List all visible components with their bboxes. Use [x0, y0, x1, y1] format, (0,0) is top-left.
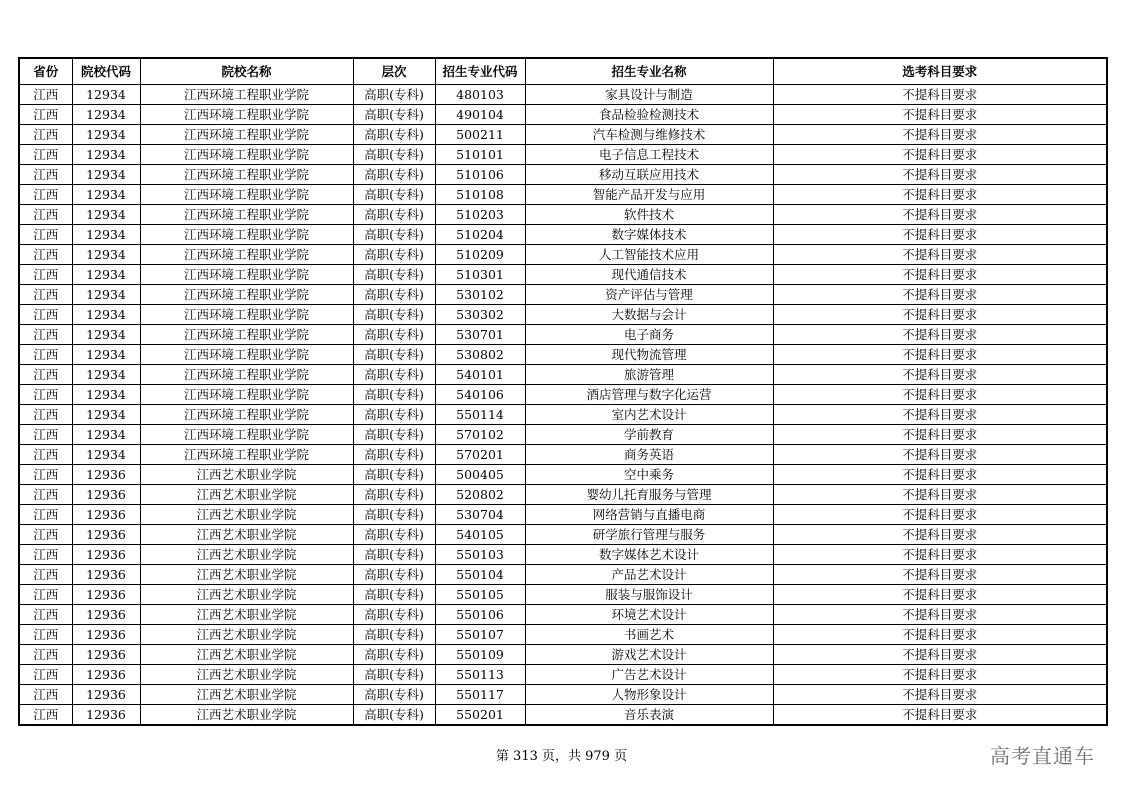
cell-major-name: 现代物流管理: [525, 345, 773, 365]
cell-level: 高职(专科): [353, 105, 435, 125]
cell-school-code: 12936: [72, 685, 140, 705]
cell-school-code: 12934: [72, 145, 140, 165]
cell-major-name: 婴幼儿托育服务与管理: [525, 485, 773, 505]
cell-subject-requirement: 不提科目要求: [773, 385, 1107, 405]
cell-major-name: 音乐表演: [525, 705, 773, 726]
table-row: [19, 545, 1107, 565]
cell-level: 高职(专科): [353, 325, 435, 345]
cell-school-code: 12936: [72, 485, 140, 505]
cell-school-code: 12934: [72, 125, 140, 145]
cell-province: 江西: [19, 525, 72, 545]
cell-province: 江西: [19, 485, 72, 505]
cell-subject-requirement: 不提科目要求: [773, 145, 1107, 165]
table-row: [19, 85, 1107, 105]
cell-school-code: 12936: [72, 525, 140, 545]
table-row: [19, 365, 1107, 385]
table-row: [19, 425, 1107, 445]
cell-province: 江西: [19, 285, 72, 305]
cell-subject-requirement: 不提科目要求: [773, 325, 1107, 345]
cell-province: 江西: [19, 145, 72, 165]
cell-major-code: 550105: [435, 585, 525, 605]
cell-level: 高职(专科): [353, 605, 435, 625]
cell-school-name: 江西环境工程职业学院: [140, 145, 353, 165]
header-school-code: 院校代码: [72, 58, 140, 85]
table-row: [19, 125, 1107, 145]
cell-school-name: 江西艺术职业学院: [140, 625, 353, 645]
table-row: [19, 325, 1107, 345]
cell-province: 江西: [19, 585, 72, 605]
cell-school-code: 12934: [72, 325, 140, 345]
cell-level: 高职(专科): [353, 705, 435, 726]
cell-level: 高职(专科): [353, 385, 435, 405]
cell-school-name: 江西艺术职业学院: [140, 465, 353, 485]
cell-major-name: 数字媒体技术: [525, 225, 773, 245]
cell-school-code: 12936: [72, 625, 140, 645]
cell-level: 高职(专科): [353, 525, 435, 545]
cell-province: 江西: [19, 445, 72, 465]
cell-subject-requirement: 不提科目要求: [773, 305, 1107, 325]
cell-school-name: 江西环境工程职业学院: [140, 365, 353, 385]
cell-level: 高职(专科): [353, 405, 435, 425]
cell-school-code: 12934: [72, 265, 140, 285]
table-row: [19, 605, 1107, 625]
cell-major-name: 广告艺术设计: [525, 665, 773, 685]
cell-major-code: 510209: [435, 245, 525, 265]
cell-school-name: 江西环境工程职业学院: [140, 225, 353, 245]
cell-school-code: 12934: [72, 305, 140, 325]
cell-level: 高职(专科): [353, 465, 435, 485]
cell-subject-requirement: 不提科目要求: [773, 605, 1107, 625]
cell-major-code: 550106: [435, 605, 525, 625]
cell-major-name: 电子商务: [525, 325, 773, 345]
cell-school-code: 12934: [72, 405, 140, 425]
cell-major-name: 酒店管理与数字化运营: [525, 385, 773, 405]
cell-level: 高职(专科): [353, 585, 435, 605]
cell-province: 江西: [19, 325, 72, 345]
cell-school-name: 江西环境工程职业学院: [140, 265, 353, 285]
cell-school-code: 12934: [72, 285, 140, 305]
cell-major-code: 510203: [435, 205, 525, 225]
cell-school-code: 12936: [72, 585, 140, 605]
cell-province: 江西: [19, 345, 72, 365]
cell-subject-requirement: 不提科目要求: [773, 205, 1107, 225]
cell-level: 高职(专科): [353, 225, 435, 245]
cell-subject-requirement: 不提科目要求: [773, 425, 1107, 445]
cell-major-name: 研学旅行管理与服务: [525, 525, 773, 545]
cell-school-name: 江西艺术职业学院: [140, 545, 353, 565]
cell-major-code: 500211: [435, 125, 525, 145]
cell-school-code: 12936: [72, 565, 140, 585]
header-level: 层次: [353, 58, 435, 85]
cell-level: 高职(专科): [353, 365, 435, 385]
cell-major-name: 人物形象设计: [525, 685, 773, 705]
table-row: [19, 625, 1107, 645]
cell-major-name: 书画艺术: [525, 625, 773, 645]
cell-major-code: 550103: [435, 545, 525, 565]
cell-subject-requirement: 不提科目要求: [773, 245, 1107, 265]
table-row: [19, 265, 1107, 285]
cell-school-name: 江西艺术职业学院: [140, 605, 353, 625]
cell-subject-requirement: 不提科目要求: [773, 285, 1107, 305]
cell-province: 江西: [19, 125, 72, 145]
cell-major-code: 550117: [435, 685, 525, 705]
header-row: [19, 58, 1107, 85]
cell-major-code: 570102: [435, 425, 525, 445]
cell-school-code: 12936: [72, 605, 140, 625]
table-row: [19, 105, 1107, 125]
cell-level: 高职(专科): [353, 685, 435, 705]
cell-subject-requirement: 不提科目要求: [773, 165, 1107, 185]
cell-level: 高职(专科): [353, 245, 435, 265]
table-row: [19, 705, 1107, 726]
cell-level: 高职(专科): [353, 665, 435, 685]
table-row: [19, 305, 1107, 325]
cell-major-name: 软件技术: [525, 205, 773, 225]
cell-major-code: 550104: [435, 565, 525, 585]
cell-major-code: 480103: [435, 85, 525, 105]
cell-school-name: 江西环境工程职业学院: [140, 185, 353, 205]
cell-major-name: 学前教育: [525, 425, 773, 445]
cell-subject-requirement: 不提科目要求: [773, 665, 1107, 685]
cell-subject-requirement: 不提科目要求: [773, 265, 1107, 285]
cell-school-name: 江西艺术职业学院: [140, 565, 353, 585]
cell-level: 高职(专科): [353, 165, 435, 185]
cell-major-code: 510301: [435, 265, 525, 285]
cell-major-name: 大数据与会计: [525, 305, 773, 325]
cell-province: 江西: [19, 185, 72, 205]
cell-school-name: 江西艺术职业学院: [140, 525, 353, 545]
cell-major-name: 资产评估与管理: [525, 285, 773, 305]
cell-province: 江西: [19, 305, 72, 325]
cell-province: 江西: [19, 245, 72, 265]
cell-major-name: 室内艺术设计: [525, 405, 773, 425]
cell-province: 江西: [19, 705, 72, 726]
cell-school-name: 江西环境工程职业学院: [140, 125, 353, 145]
cell-major-code: 530102: [435, 285, 525, 305]
cell-major-code: 550113: [435, 665, 525, 685]
cell-school-code: 12936: [72, 505, 140, 525]
cell-subject-requirement: 不提科目要求: [773, 685, 1107, 705]
cell-major-name: 游戏艺术设计: [525, 645, 773, 665]
table-row: [19, 145, 1107, 165]
cell-school-code: 12934: [72, 185, 140, 205]
table-row: [19, 465, 1107, 485]
cell-school-name: 江西环境工程职业学院: [140, 205, 353, 225]
cell-level: 高职(专科): [353, 505, 435, 525]
table-row: [19, 505, 1107, 525]
cell-school-code: 12934: [72, 245, 140, 265]
cell-level: 高职(专科): [353, 285, 435, 305]
cell-school-name: 江西环境工程职业学院: [140, 105, 353, 125]
cell-subject-requirement: 不提科目要求: [773, 125, 1107, 145]
cell-subject-requirement: 不提科目要求: [773, 505, 1107, 525]
table-row: [19, 565, 1107, 585]
table-row: [19, 645, 1107, 665]
table-row: [19, 245, 1107, 265]
table-row: [19, 285, 1107, 305]
header-school-name: 院校名称: [140, 58, 353, 85]
cell-subject-requirement: 不提科目要求: [773, 445, 1107, 465]
cell-school-name: 江西艺术职业学院: [140, 705, 353, 726]
table-row: [19, 225, 1107, 245]
cell-school-code: 12934: [72, 85, 140, 105]
cell-major-code: 530704: [435, 505, 525, 525]
cell-school-name: 江西环境工程职业学院: [140, 305, 353, 325]
table-row: [19, 685, 1107, 705]
cell-major-code: 490104: [435, 105, 525, 125]
cell-province: 江西: [19, 405, 72, 425]
cell-province: 江西: [19, 225, 72, 245]
cell-subject-requirement: 不提科目要求: [773, 545, 1107, 565]
cell-province: 江西: [19, 505, 72, 525]
cell-subject-requirement: 不提科目要求: [773, 465, 1107, 485]
table-row: [19, 405, 1107, 425]
cell-major-code: 540101: [435, 365, 525, 385]
cell-major-name: 现代通信技术: [525, 265, 773, 285]
cell-level: 高职(专科): [353, 185, 435, 205]
cell-major-name: 汽车检测与维修技术: [525, 125, 773, 145]
cell-school-name: 江西艺术职业学院: [140, 505, 353, 525]
cell-school-code: 12936: [72, 545, 140, 565]
cell-school-name: 江西环境工程职业学院: [140, 165, 353, 185]
cell-subject-requirement: 不提科目要求: [773, 525, 1107, 545]
cell-province: 江西: [19, 165, 72, 185]
cell-school-name: 江西环境工程职业学院: [140, 405, 353, 425]
cell-school-code: 12936: [72, 705, 140, 726]
cell-subject-requirement: 不提科目要求: [773, 105, 1107, 125]
cell-major-code: 500405: [435, 465, 525, 485]
cell-subject-requirement: 不提科目要求: [773, 705, 1107, 726]
cell-major-code: 520802: [435, 485, 525, 505]
table-row: [19, 345, 1107, 365]
cell-province: 江西: [19, 625, 72, 645]
cell-level: 高职(专科): [353, 125, 435, 145]
cell-school-code: 12936: [72, 645, 140, 665]
cell-subject-requirement: 不提科目要求: [773, 585, 1107, 605]
header-province: 省份: [19, 58, 72, 85]
cell-school-name: 江西环境工程职业学院: [140, 445, 353, 465]
cell-level: 高职(专科): [353, 85, 435, 105]
cell-school-code: 12934: [72, 205, 140, 225]
cell-major-code: 550201: [435, 705, 525, 726]
cell-school-code: 12936: [72, 665, 140, 685]
cell-major-name: 旅游管理: [525, 365, 773, 385]
cell-province: 江西: [19, 85, 72, 105]
cell-major-name: 电子信息工程技术: [525, 145, 773, 165]
table-row: [19, 205, 1107, 225]
cell-school-code: 12934: [72, 345, 140, 365]
cell-school-name: 江西艺术职业学院: [140, 485, 353, 505]
cell-subject-requirement: 不提科目要求: [773, 365, 1107, 385]
cell-subject-requirement: 不提科目要求: [773, 85, 1107, 105]
table-row: [19, 385, 1107, 405]
cell-level: 高职(专科): [353, 445, 435, 465]
cell-school-code: 12934: [72, 105, 140, 125]
cell-school-name: 江西艺术职业学院: [140, 645, 353, 665]
cell-major-name: 移动互联应用技术: [525, 165, 773, 185]
cell-major-code: 540105: [435, 525, 525, 545]
cell-major-code: 550114: [435, 405, 525, 425]
cell-major-code: 540106: [435, 385, 525, 405]
cell-level: 高职(专科): [353, 145, 435, 165]
cell-level: 高职(专科): [353, 265, 435, 285]
cell-school-name: 江西艺术职业学院: [140, 685, 353, 705]
cell-province: 江西: [19, 465, 72, 485]
cell-major-code: 550109: [435, 645, 525, 665]
cell-subject-requirement: 不提科目要求: [773, 345, 1107, 365]
cell-subject-requirement: 不提科目要求: [773, 225, 1107, 245]
cell-level: 高职(专科): [353, 645, 435, 665]
cell-province: 江西: [19, 385, 72, 405]
cell-level: 高职(专科): [353, 625, 435, 645]
table-row: [19, 185, 1107, 205]
cell-major-code: 510108: [435, 185, 525, 205]
table-row: [19, 485, 1107, 505]
cell-level: 高职(专科): [353, 205, 435, 225]
cell-subject-requirement: 不提科目要求: [773, 625, 1107, 645]
table-row: [19, 525, 1107, 545]
cell-major-name: 智能产品开发与应用: [525, 185, 773, 205]
cell-province: 江西: [19, 565, 72, 585]
table-row: [19, 585, 1107, 605]
table-row: [19, 165, 1107, 185]
cell-subject-requirement: 不提科目要求: [773, 405, 1107, 425]
cell-school-code: 12934: [72, 225, 140, 245]
cell-subject-requirement: 不提科目要求: [773, 645, 1107, 665]
cell-school-code: 12934: [72, 365, 140, 385]
cell-school-name: 江西环境工程职业学院: [140, 425, 353, 445]
cell-major-code: 530802: [435, 345, 525, 365]
cell-province: 江西: [19, 545, 72, 565]
cell-level: 高职(专科): [353, 485, 435, 505]
cell-province: 江西: [19, 605, 72, 625]
cell-school-name: 江西环境工程职业学院: [140, 325, 353, 345]
cell-school-name: 江西环境工程职业学院: [140, 245, 353, 265]
cell-major-name: 网络营销与直播电商: [525, 505, 773, 525]
page-indicator: 第 313 页，共 979 页: [495, 749, 628, 764]
cell-school-name: 江西艺术职业学院: [140, 665, 353, 685]
cell-major-name: 空中乘务: [525, 465, 773, 485]
cell-school-code: 12934: [72, 385, 140, 405]
cell-school-code: 12936: [72, 465, 140, 485]
cell-province: 江西: [19, 665, 72, 685]
cell-major-code: 510106: [435, 165, 525, 185]
cell-school-code: 12934: [72, 425, 140, 445]
cell-subject-requirement: 不提科目要求: [773, 185, 1107, 205]
cell-major-code: 510204: [435, 225, 525, 245]
cell-major-name: 家具设计与制造: [525, 85, 773, 105]
cell-province: 江西: [19, 105, 72, 125]
cell-level: 高职(专科): [353, 425, 435, 445]
cell-major-code: 530302: [435, 305, 525, 325]
header-major-code: 招生专业代码: [435, 58, 525, 85]
cell-province: 江西: [19, 685, 72, 705]
cell-province: 江西: [19, 645, 72, 665]
cell-major-code: 570201: [435, 445, 525, 465]
cell-school-name: 江西环境工程职业学院: [140, 85, 353, 105]
cell-major-name: 食品检验检测技术: [525, 105, 773, 125]
cell-school-name: 江西环境工程职业学院: [140, 285, 353, 305]
cell-major-name: 人工智能技术应用: [525, 245, 773, 265]
cell-province: 江西: [19, 265, 72, 285]
cell-school-code: 12934: [72, 445, 140, 465]
cell-school-code: 12934: [72, 165, 140, 185]
cell-major-name: 环境艺术设计: [525, 605, 773, 625]
cell-province: 江西: [19, 205, 72, 225]
table-row: [19, 445, 1107, 465]
cell-level: 高职(专科): [353, 545, 435, 565]
cell-major-name: 商务英语: [525, 445, 773, 465]
cell-major-name: 数字媒体艺术设计: [525, 545, 773, 565]
cell-major-code: 510101: [435, 145, 525, 165]
cell-major-name: 产品艺术设计: [525, 565, 773, 585]
brand-watermark: 高考直通车: [990, 744, 1095, 768]
cell-school-name: 江西环境工程职业学院: [140, 345, 353, 365]
cell-level: 高职(专科): [353, 345, 435, 365]
cell-province: 江西: [19, 365, 72, 385]
admissions-table: [18, 57, 1108, 726]
cell-school-name: 江西环境工程职业学院: [140, 385, 353, 405]
cell-province: 江西: [19, 425, 72, 445]
cell-subject-requirement: 不提科目要求: [773, 565, 1107, 585]
header-subject-requirement: 选考科目要求: [773, 58, 1107, 85]
cell-school-name: 江西艺术职业学院: [140, 585, 353, 605]
cell-level: 高职(专科): [353, 565, 435, 585]
cell-subject-requirement: 不提科目要求: [773, 485, 1107, 505]
cell-major-code: 550107: [435, 625, 525, 645]
cell-major-name: 服装与服饰设计: [525, 585, 773, 605]
table-row: [19, 665, 1107, 685]
cell-major-code: 530701: [435, 325, 525, 345]
header-major-name: 招生专业名称: [525, 58, 773, 85]
cell-level: 高职(专科): [353, 305, 435, 325]
